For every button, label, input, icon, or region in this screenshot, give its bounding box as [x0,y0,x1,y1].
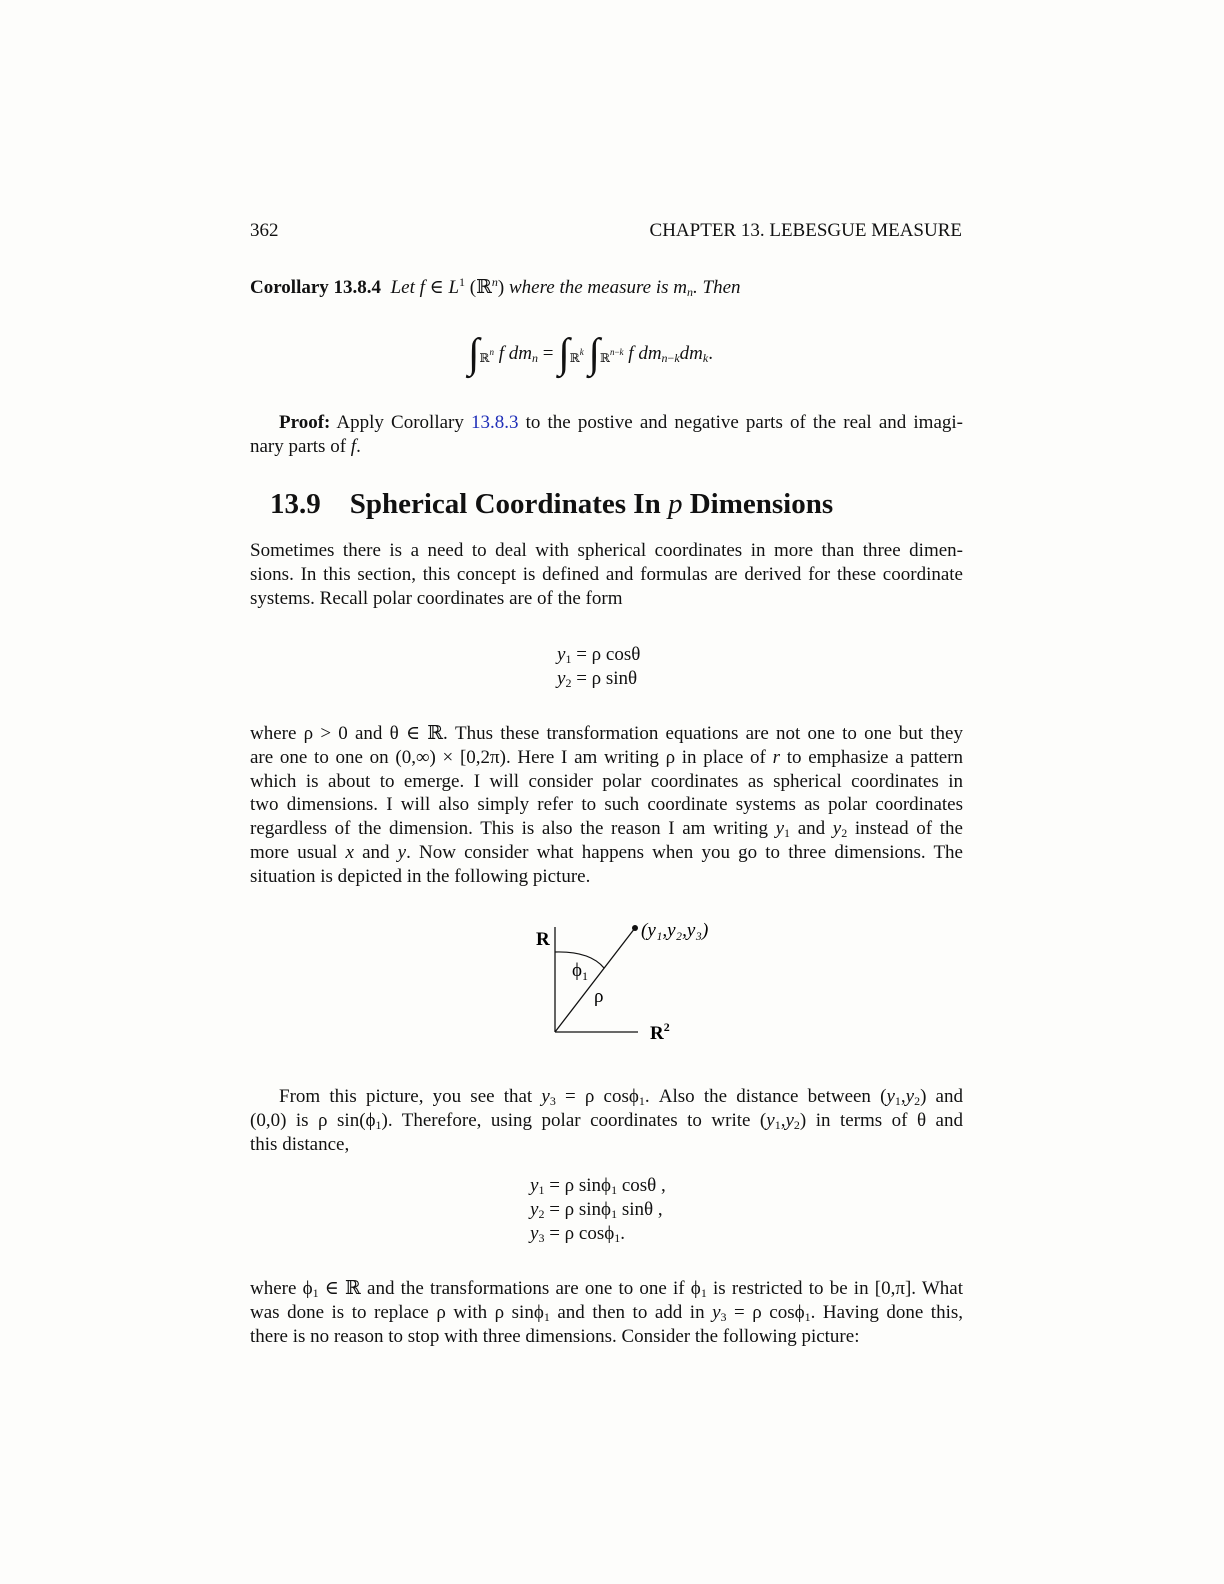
section-heading: 13.9 Spherical Coordinates In p Dimensions [270,488,834,520]
corollary-ref-link[interactable]: 13.8.3 [471,412,519,433]
corollary-equation: $\int_{ℝ^n}$ f $dm_n = \int_{ℝ^k}$ $\int_{ℝ^{n-k}}$ f $dm_{n-k}dm_k$. [468,331,713,377]
spherical-equations: $y_1 = \rho$ sinϕ$_1$ cosθ , $y_2 = \rho$ sinϕ$_1$ sinθ , $y_3 = \rho$ cosϕ$_1$. [530,1175,666,1245]
point-marker [632,925,638,931]
polar-paragraph: where ρ > 0 and θ ∈ ℝ. Thus these transformation equations are not one to one but they are one to one on (0,∞) × [0,2π). Here I am writing ρ in place of r to emphasize a pattern which is about to emerge. I will consider polar coordinates as spherical coordinates in two dimensions. I will also simply refer to such coordinate systems as polar coordinates regardless of the dimension. This is also the reason I am writing $y_1$ and $y_2$ instead of the more usual x and y. Now consider what happens when you go to three dimensions. The situation is depicted in the following picture. [250,723,963,887]
proof-label: Proof: [279,412,331,433]
page-number: 362 [250,220,279,241]
angle-label: $\phi_1$ [572,960,589,983]
point-label: (y₁,y₂,y₃) [641,920,709,941]
corollary-statement: Corollary 13.8.4 Let f ∈ $L^1$ (ℝ$^n$) where the measure is $m_n$. Then [250,275,741,299]
chapter-title: CHAPTER 13. LEBESGUE MEASURE [649,220,962,241]
corollary-label: Corollary 13.8.4 [250,277,382,298]
spherical-coordinates-figure [520,905,760,1055]
rho-vector [555,928,635,1032]
picture-paragraph: From this picture, you see that $y_3 = \rho$ cosϕ$_1$. Also the distance between $(y_1,y_2)$ and (0,0) is ρ $\sin(\phi_1)$. Therefore, using polar coordinates to write $(y_1,y_2)$ in terms of θ and this distance, [250,1086,963,1155]
axis-r-label: R [536,929,550,950]
intro-paragraph: Sometimes there is a need to deal with spherical coordinates in more than three dimen- sions. In this section, this concept is defined and formulas are derived for these coordinate systems. Recall polar coordinates are of the form [250,540,963,609]
closing-paragraph: where $\phi_1$ ∈ ℝ and the transformations are one to one if $\phi_1$ is restricted to be in [0,π]. What was done is to replace ρ with ρ sinϕ$_1$ and then to add in $y_3 = \rho$ cosϕ$_1$. Having done this, there is no reason to stop with three dimensions. Consider the following picture: [250,1278,964,1347]
polar-equations: $y_1 = \rho$ cosθ $y_2 = \rho$ sinθ [557,644,641,690]
axis-r2-label: $R^2$ [650,1020,670,1044]
rho-label: ρ [594,986,604,1007]
proof-paragraph: Proof: Apply Corollary 13.8.3 to the postive and negative parts of the real and imagi- nary parts of f. [250,412,963,457]
